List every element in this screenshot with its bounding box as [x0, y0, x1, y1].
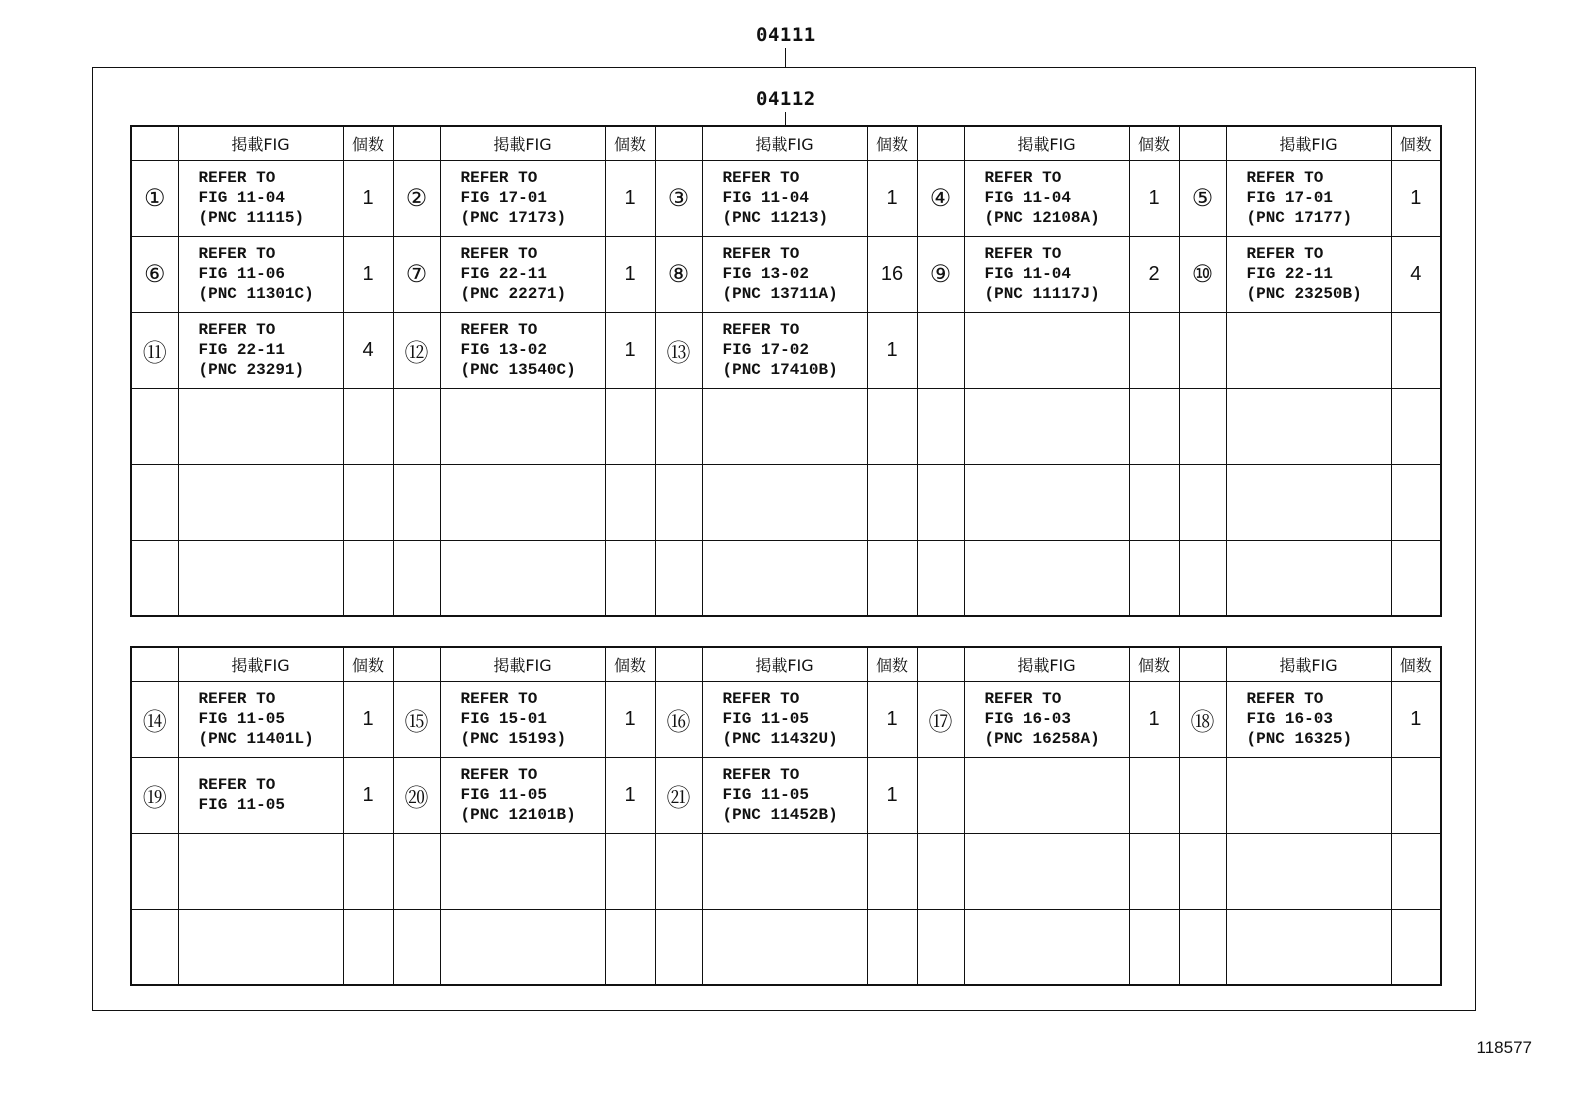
callout-number	[393, 540, 440, 616]
fig-reference	[702, 540, 867, 616]
callout-number	[1179, 833, 1226, 909]
quantity: 4	[343, 312, 393, 388]
fig-reference	[178, 388, 343, 464]
callout-number	[1179, 388, 1226, 464]
fig-reference-line: REFER TO	[722, 169, 800, 187]
header-qty: 個数	[1129, 126, 1179, 160]
callout-number: ⑭	[131, 681, 178, 757]
table-row	[131, 312, 1441, 388]
table-row	[131, 681, 1441, 757]
fig-reference-line: (PNC 22271)	[460, 285, 567, 303]
fig-reference	[440, 540, 605, 616]
callout-number	[917, 540, 964, 616]
fig-reference	[440, 388, 605, 464]
fig-reference	[964, 160, 1129, 236]
fig-reference	[964, 540, 1129, 616]
quantity: 4	[1391, 236, 1441, 312]
fig-reference-line: (PNC 23250B)	[1246, 285, 1362, 303]
quantity	[867, 388, 917, 464]
fig-reference	[440, 909, 605, 985]
callout-number	[1179, 464, 1226, 540]
header-blank	[655, 126, 702, 160]
callout-number: ④	[917, 160, 964, 236]
callout-number	[131, 464, 178, 540]
quantity: 1	[605, 236, 655, 312]
table-header-row	[131, 647, 1441, 681]
table-row	[131, 388, 1441, 464]
fig-reference-line: (PNC 11115)	[198, 209, 305, 227]
fig-reference	[964, 464, 1129, 540]
callout-number	[1179, 540, 1226, 616]
quantity: 1	[605, 757, 655, 833]
fig-reference-line: (PNC 11301C)	[198, 285, 314, 303]
header-qty: 個数	[343, 647, 393, 681]
callout-number: ⑰	[917, 681, 964, 757]
quantity: 16	[867, 236, 917, 312]
quantity	[1391, 464, 1441, 540]
quantity: 1	[605, 681, 655, 757]
subassembly-label: 04112	[756, 88, 816, 110]
callout-number: ③	[655, 160, 702, 236]
quantity	[1129, 757, 1179, 833]
fig-reference-line: (PNC 17173)	[460, 209, 567, 227]
fig-reference	[178, 540, 343, 616]
fig-reference-line: FIG 11-06	[198, 265, 285, 283]
callout-number	[1179, 757, 1226, 833]
fig-reference-line: REFER TO	[198, 245, 276, 263]
fig-reference	[178, 160, 343, 236]
quantity: 1	[867, 757, 917, 833]
quantity	[605, 833, 655, 909]
fig-reference-line: (PNC 16258A)	[984, 730, 1100, 748]
quantity	[1129, 388, 1179, 464]
quantity: 2	[1129, 236, 1179, 312]
callout-number	[655, 464, 702, 540]
fig-reference-line: FIG 11-05	[460, 786, 547, 804]
fig-reference-line: REFER TO	[722, 245, 800, 263]
fig-reference	[440, 681, 605, 757]
callout-number: ⑲	[131, 757, 178, 833]
fig-reference-line: FIG 16-03	[1246, 710, 1333, 728]
fig-reference-line: REFER TO	[722, 690, 800, 708]
quantity: 1	[343, 160, 393, 236]
fig-reference	[178, 236, 343, 312]
callout-number	[393, 833, 440, 909]
fig-reference-line: FIG 11-05	[722, 710, 809, 728]
fig-reference-line: FIG 11-05	[198, 796, 285, 814]
fig-reference-line: FIG 11-04	[198, 189, 285, 207]
fig-reference-line: REFER TO	[722, 321, 800, 339]
quantity: 1	[605, 312, 655, 388]
fig-reference-line: (PNC 13711A)	[722, 285, 838, 303]
callout-number	[655, 833, 702, 909]
fig-reference-line: FIG 11-04	[984, 265, 1071, 283]
fig-reference	[964, 833, 1129, 909]
callout-number: ㉑	[655, 757, 702, 833]
quantity	[343, 909, 393, 985]
header-blank	[393, 647, 440, 681]
header-qty: 個数	[343, 126, 393, 160]
table-row	[131, 757, 1441, 833]
table-row	[131, 833, 1441, 909]
fig-reference	[178, 681, 343, 757]
fig-reference-line: (PNC 11213)	[722, 209, 829, 227]
callout-number: ⑳	[393, 757, 440, 833]
fig-reference-line: (PNC 12108A)	[984, 209, 1100, 227]
header-qty: 個数	[1391, 126, 1441, 160]
fig-reference	[178, 312, 343, 388]
callout-number	[655, 388, 702, 464]
document-id: 118577	[1476, 1038, 1532, 1057]
quantity: 1	[867, 312, 917, 388]
fig-reference-line: REFER TO	[460, 766, 538, 784]
header-qty: 個数	[1129, 647, 1179, 681]
fig-reference-line: FIG 13-02	[722, 265, 809, 283]
callout-number: ⑪	[131, 312, 178, 388]
fig-reference-line: (PNC 11452B)	[722, 806, 838, 824]
quantity	[605, 540, 655, 616]
callout-number	[917, 757, 964, 833]
fig-reference	[440, 312, 605, 388]
fig-reference	[1226, 909, 1391, 985]
fig-reference-line: FIG 11-05	[722, 786, 809, 804]
callout-number	[917, 909, 964, 985]
quantity	[1129, 540, 1179, 616]
table-row	[131, 464, 1441, 540]
quantity	[867, 540, 917, 616]
callout-number: ⑤	[1179, 160, 1226, 236]
header-fig: 掲載FIG	[178, 647, 343, 681]
quantity	[867, 464, 917, 540]
fig-reference	[440, 464, 605, 540]
quantity	[1391, 833, 1441, 909]
table-row	[131, 909, 1441, 985]
subassembly-leader-line	[785, 112, 786, 126]
header-fig: 掲載FIG	[702, 647, 867, 681]
fig-reference	[1226, 388, 1391, 464]
fig-reference-line: (PNC 23291)	[198, 361, 305, 379]
fig-reference	[964, 909, 1129, 985]
fig-reference	[1226, 833, 1391, 909]
fig-reference	[178, 833, 343, 909]
fig-reference-line: FIG 11-04	[984, 189, 1071, 207]
fig-reference	[702, 312, 867, 388]
fig-reference	[702, 160, 867, 236]
quantity: 1	[343, 681, 393, 757]
fig-reference	[702, 388, 867, 464]
header-fig: 掲載FIG	[964, 647, 1129, 681]
fig-reference	[702, 833, 867, 909]
quantity	[343, 464, 393, 540]
fig-reference-line: (PNC 11401L)	[198, 730, 314, 748]
quantity: 1	[867, 160, 917, 236]
quantity	[1391, 312, 1441, 388]
quantity	[605, 464, 655, 540]
fig-reference-line: REFER TO	[984, 690, 1062, 708]
parts-table-1	[130, 125, 1442, 617]
header-blank	[393, 126, 440, 160]
fig-reference-line: (PNC 17177)	[1246, 209, 1353, 227]
fig-reference-line: FIG 22-11	[1246, 265, 1333, 283]
fig-reference-line: (PNC 11117J)	[984, 285, 1100, 303]
fig-reference	[964, 312, 1129, 388]
header-blank	[917, 647, 964, 681]
callout-number: ⑧	[655, 236, 702, 312]
fig-reference-line: FIG 11-05	[198, 710, 285, 728]
fig-reference-line: REFER TO	[198, 690, 276, 708]
quantity: 1	[343, 757, 393, 833]
fig-reference-line: REFER TO	[984, 169, 1062, 187]
quantity	[343, 388, 393, 464]
fig-reference-line: FIG 17-02	[722, 341, 809, 359]
fig-reference-line: (PNC 15193)	[460, 730, 567, 748]
quantity	[1391, 388, 1441, 464]
assembly-label: 04111	[756, 24, 816, 46]
fig-reference	[1226, 160, 1391, 236]
fig-reference	[702, 909, 867, 985]
callout-number	[393, 388, 440, 464]
header-fig: 掲載FIG	[964, 126, 1129, 160]
fig-reference	[1226, 540, 1391, 616]
fig-reference	[964, 757, 1129, 833]
quantity: 1	[1129, 681, 1179, 757]
fig-reference-line: REFER TO	[1246, 245, 1324, 263]
callout-number	[917, 388, 964, 464]
header-fig: 掲載FIG	[178, 126, 343, 160]
fig-reference-line: FIG 22-11	[198, 341, 285, 359]
fig-reference-line: REFER TO	[1246, 169, 1324, 187]
quantity	[1391, 540, 1441, 616]
callout-number: ⑯	[655, 681, 702, 757]
fig-reference-line: REFER TO	[198, 169, 276, 187]
fig-reference	[702, 464, 867, 540]
fig-reference	[1226, 236, 1391, 312]
fig-reference	[440, 160, 605, 236]
callout-number	[917, 464, 964, 540]
callout-number: ①	[131, 160, 178, 236]
callout-number	[1179, 312, 1226, 388]
quantity	[343, 540, 393, 616]
table-row	[131, 540, 1441, 616]
header-fig: 掲載FIG	[1226, 647, 1391, 681]
fig-reference-line: REFER TO	[198, 321, 276, 339]
table-row	[131, 160, 1441, 236]
assembly-leader-line	[785, 48, 786, 67]
callout-number	[1179, 909, 1226, 985]
parts-table-2	[130, 646, 1442, 986]
callout-number: ⑫	[393, 312, 440, 388]
header-blank	[1179, 126, 1226, 160]
fig-reference	[1226, 681, 1391, 757]
fig-reference-line: REFER TO	[460, 245, 538, 263]
header-qty: 個数	[867, 647, 917, 681]
header-qty: 個数	[867, 126, 917, 160]
header-qty: 個数	[605, 126, 655, 160]
quantity: 1	[605, 160, 655, 236]
callout-number: ⑩	[1179, 236, 1226, 312]
fig-reference-line: FIG 17-01	[1246, 189, 1333, 207]
header-fig: 掲載FIG	[440, 126, 605, 160]
callout-number	[131, 540, 178, 616]
fig-reference	[178, 909, 343, 985]
fig-reference	[1226, 757, 1391, 833]
fig-reference-line: REFER TO	[1246, 690, 1324, 708]
fig-reference-line: FIG 13-02	[460, 341, 547, 359]
fig-reference	[1226, 312, 1391, 388]
fig-reference	[702, 681, 867, 757]
fig-reference-line: FIG 15-01	[460, 710, 547, 728]
quantity: 1	[1391, 681, 1441, 757]
quantity	[1129, 312, 1179, 388]
fig-reference-line: (PNC 12101B)	[460, 806, 576, 824]
header-qty: 個数	[1391, 647, 1441, 681]
header-fig: 掲載FIG	[1226, 126, 1391, 160]
fig-reference-line: REFER TO	[198, 776, 276, 794]
callout-number: ⑬	[655, 312, 702, 388]
quantity	[867, 833, 917, 909]
callout-number: ⑦	[393, 236, 440, 312]
header-blank	[655, 647, 702, 681]
quantity	[1129, 909, 1179, 985]
header-blank	[917, 126, 964, 160]
fig-reference	[702, 236, 867, 312]
header-blank	[131, 647, 178, 681]
table-row	[131, 236, 1441, 312]
fig-reference-line: REFER TO	[460, 169, 538, 187]
header-fig: 掲載FIG	[702, 126, 867, 160]
quantity	[1129, 464, 1179, 540]
quantity	[605, 388, 655, 464]
fig-reference-line: REFER TO	[984, 245, 1062, 263]
callout-number	[655, 540, 702, 616]
quantity	[1391, 909, 1441, 985]
quantity: 1	[1129, 160, 1179, 236]
callout-number	[917, 833, 964, 909]
quantity	[1129, 833, 1179, 909]
callout-number	[131, 388, 178, 464]
fig-reference	[702, 757, 867, 833]
quantity	[605, 909, 655, 985]
callout-number: ⑨	[917, 236, 964, 312]
callout-number	[393, 464, 440, 540]
fig-reference-line: FIG 11-04	[722, 189, 809, 207]
fig-reference-line: FIG 17-01	[460, 189, 547, 207]
fig-reference-line: REFER TO	[460, 321, 538, 339]
callout-number	[131, 909, 178, 985]
quantity	[867, 909, 917, 985]
quantity	[1391, 757, 1441, 833]
quantity: 1	[1391, 160, 1441, 236]
callout-number	[393, 909, 440, 985]
fig-reference-line: FIG 16-03	[984, 710, 1071, 728]
fig-reference	[1226, 464, 1391, 540]
fig-reference	[178, 464, 343, 540]
fig-reference-line: FIG 22-11	[460, 265, 547, 283]
fig-reference	[964, 388, 1129, 464]
callout-number: ⑱	[1179, 681, 1226, 757]
header-blank	[1179, 647, 1226, 681]
callout-number: ⑮	[393, 681, 440, 757]
fig-reference	[964, 236, 1129, 312]
header-blank	[131, 126, 178, 160]
fig-reference	[440, 833, 605, 909]
fig-reference	[964, 681, 1129, 757]
fig-reference-line: REFER TO	[722, 766, 800, 784]
callout-number: ②	[393, 160, 440, 236]
fig-reference-line: (PNC 11432U)	[722, 730, 838, 748]
quantity: 1	[867, 681, 917, 757]
fig-reference-line: (PNC 16325)	[1246, 730, 1353, 748]
callout-number: ⑥	[131, 236, 178, 312]
quantity: 1	[343, 236, 393, 312]
fig-reference	[178, 757, 343, 833]
callout-number	[655, 909, 702, 985]
header-qty: 個数	[605, 647, 655, 681]
header-fig: 掲載FIG	[440, 647, 605, 681]
fig-reference-line: (PNC 17410B)	[722, 361, 838, 379]
quantity	[343, 833, 393, 909]
table-header-row	[131, 126, 1441, 160]
fig-reference	[440, 757, 605, 833]
fig-reference-line: (PNC 13540C)	[460, 361, 576, 379]
callout-number	[131, 833, 178, 909]
fig-reference	[440, 236, 605, 312]
callout-number	[917, 312, 964, 388]
fig-reference-line: REFER TO	[460, 690, 538, 708]
